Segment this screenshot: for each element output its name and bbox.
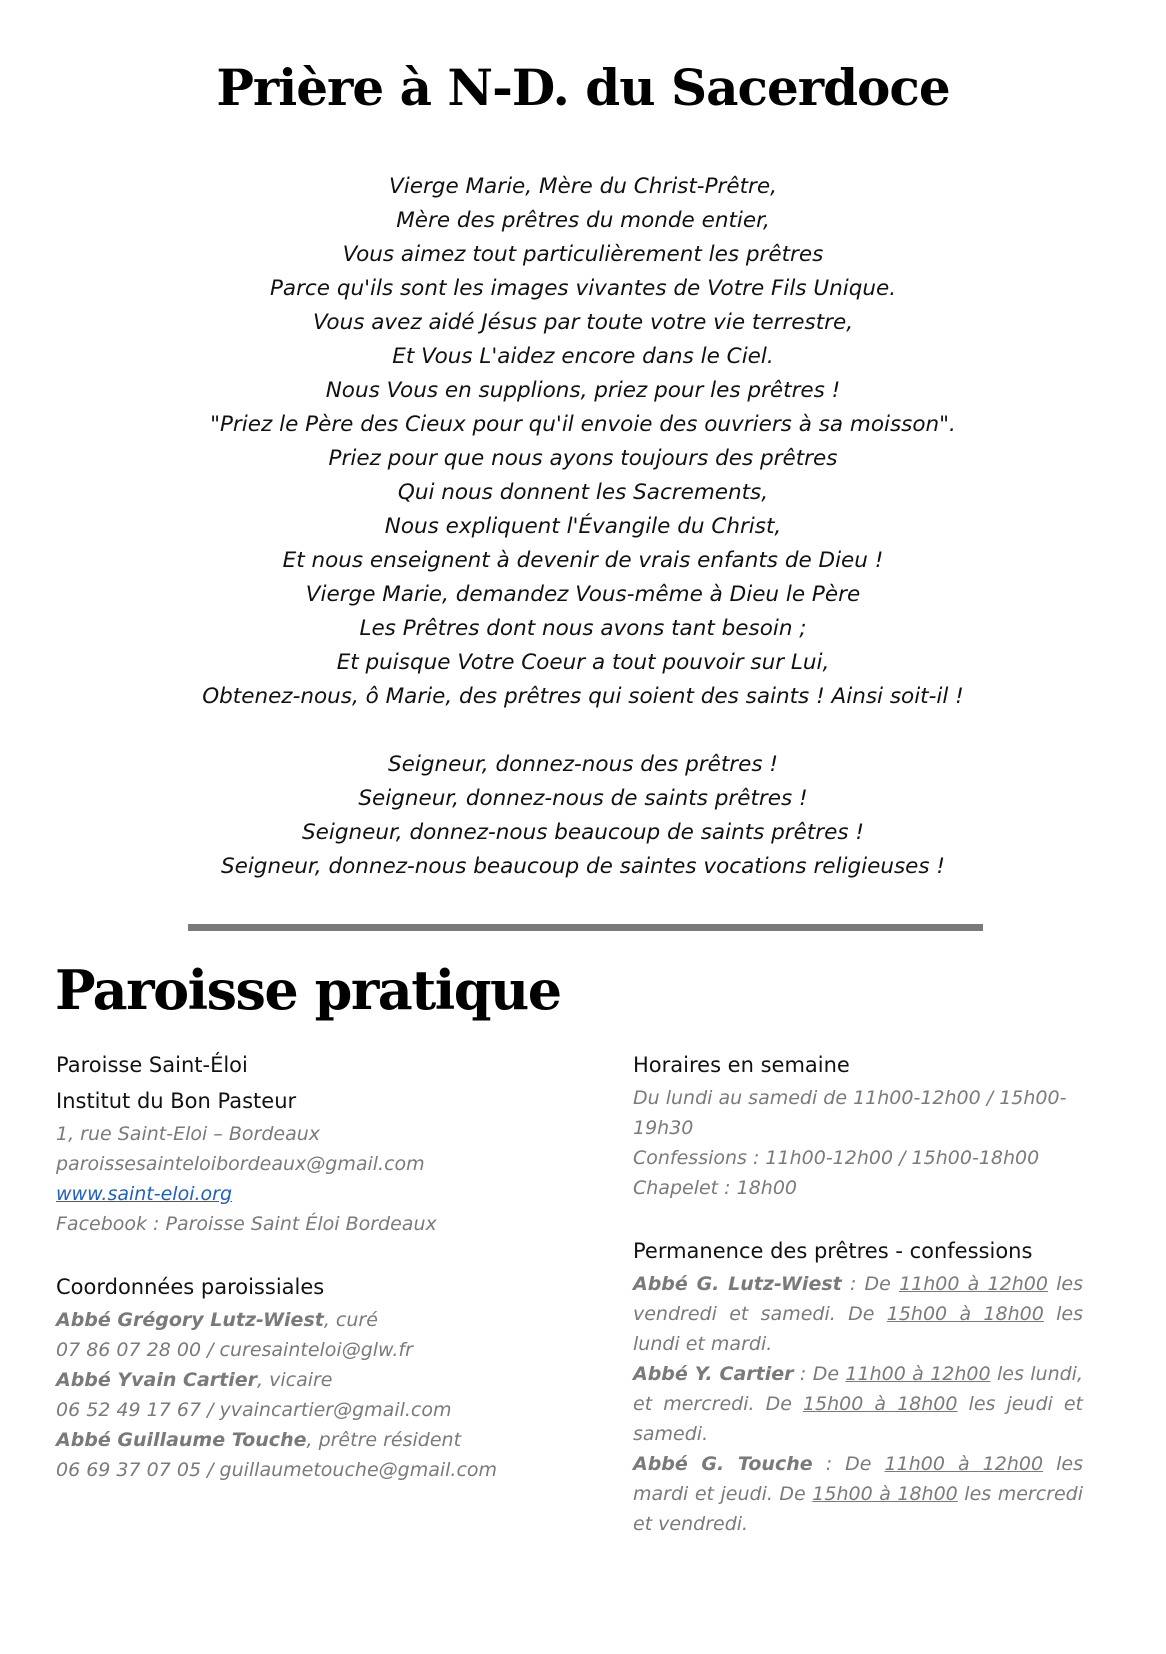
time-slot: 15h00 à 18h00 [886, 1303, 1044, 1325]
prayer-line: Vous avez aidé Jésus par toute votre vie terrestre, [312, 310, 854, 335]
contact-details: 06 52 49 17 67 / yvaincartier@gmail.com [56, 1399, 452, 1421]
parish-info-column [56, 1047, 556, 1485]
contact-line [56, 1425, 556, 1455]
prayer-line: Et Vous L'aidez encore dans le Ciel. [392, 344, 774, 369]
prayer-line: Et nous enseignent à devenir de vrais enfants de Dieu ! [282, 548, 884, 573]
contact-name: Abbé Yvain Cartier [56, 1369, 258, 1391]
weekday-hours: Du lundi au samedi de 11h00-12h00 / 15h00- [633, 1087, 1067, 1109]
contact-line [56, 1305, 556, 1335]
section-title: Paroisse pratique [55, 958, 561, 1022]
time-slot: 11h00 à 12h00 [884, 1453, 1044, 1475]
stanza-break [60, 714, 1106, 748]
section-divider [188, 924, 983, 931]
invocation-line: Seigneur, donnez-nous beaucoup de saints prêtres ! [301, 820, 865, 845]
priest-name: Abbé Y. Cartier [633, 1363, 794, 1385]
contact-details: 07 86 07 28 00 / curesainteloi@glw.fr [56, 1339, 413, 1361]
permanence-entry [633, 1269, 1083, 1359]
invocation-line: Seigneur, donnez-nous des prêtres ! [387, 752, 779, 777]
text: les lundi, et mercredi. De [633, 1363, 1083, 1415]
contact-role: , prêtre résident [306, 1429, 462, 1451]
invocation-line: Seigneur, donnez-nous beaucoup de saintes vocations religieuses ! [220, 854, 946, 879]
text: les mardi et jeudi. De [633, 1453, 1083, 1505]
prayer-line: Obtenez-nous, ô Marie, des prêtres qui soient des saints ! Ainsi soit-il ! [202, 684, 964, 709]
time-slot: 15h00 à 18h00 [802, 1393, 958, 1415]
text: les mercredi et vendredi. [633, 1483, 1084, 1535]
time-slot: 11h00 à 12h00 [845, 1363, 991, 1385]
chapelet-hours: Chapelet : 18h00 [633, 1177, 797, 1199]
text: : De [841, 1273, 900, 1295]
text: les lundi et mardi. [633, 1303, 1083, 1355]
confessions-hours: Confessions : 11h00-12h00 / 15h00-18h00 [633, 1147, 1040, 1169]
address: 1, rue Saint-Eloi – Bordeaux [56, 1123, 320, 1145]
text: : De [793, 1363, 846, 1385]
contact-role: , curé [323, 1309, 378, 1331]
time-slot: 15h00 à 18h00 [812, 1483, 958, 1505]
time-slot: 11h00 à 12h00 [899, 1273, 1048, 1295]
permanence-entry [633, 1359, 1083, 1449]
prayer-line: Priez pour que nous ayons toujours des prêtres [328, 446, 838, 471]
contact-line [56, 1365, 556, 1395]
contact-role: , vicaire [257, 1369, 333, 1391]
priest-name: Abbé G. Touche [633, 1453, 813, 1475]
email: paroissesainteloibordeaux@gmail.com [56, 1153, 425, 1175]
prayer-line: Vierge Marie, Mère du Christ-Prêtre, [389, 174, 777, 199]
text: : De [812, 1453, 885, 1475]
weekday-hours: 19h30 [633, 1117, 694, 1139]
contact-details: 06 69 37 07 05 / guillaumetouche@gmail.com [56, 1459, 498, 1481]
contact-name: Abbé Grégory Lutz-Wiest [56, 1309, 324, 1331]
prayer-line: "Priez le Père des Cieux pour qu'il envoie des ouvriers à sa moisson". [210, 412, 956, 437]
prayer-line: Les Prêtres dont nous avons tant besoin ; [359, 616, 807, 641]
page-title: Prière à N-D. du Sacerdoce [216, 58, 950, 117]
priest-name: Abbé G. Lutz-Wiest [633, 1273, 842, 1295]
permanence-entry [633, 1449, 1083, 1539]
prayer-line: Qui nous donnent les Sacrements, [397, 480, 769, 505]
institute-name: Institut du Bon Pasteur [56, 1089, 297, 1113]
website-link[interactable]: www.saint-eloi.org [56, 1183, 233, 1205]
invocation-line: Seigneur, donnez-nous de saints prêtres ! [358, 786, 808, 811]
text: les jeudi et samedi. [633, 1393, 1084, 1445]
permanence-heading: Permanence des prêtres - confessions [633, 1239, 1033, 1263]
contact-name: Abbé Guillaume Touche [56, 1429, 307, 1451]
weekday-heading: Horaires en semaine [633, 1053, 850, 1077]
prayer-line: Nous expliquent l'Évangile du Christ, [384, 514, 782, 539]
parish-name: Paroisse Saint-Éloi [56, 1053, 248, 1077]
facebook: Facebook : Paroisse Saint Éloi Bordeaux [56, 1213, 437, 1235]
prayer-line: Mère des prêtres du monde entier, [396, 208, 770, 233]
contacts-heading: Coordonnées paroissiales [56, 1275, 325, 1299]
prayer-line: Nous Vous en supplions, priez pour les prêtres ! [325, 378, 841, 403]
prayer-text [60, 170, 1106, 884]
prayer-line: Vous aimez tout particulièrement les prêtres [342, 242, 824, 267]
prayer-line: Et puisque Votre Coeur a tout pouvoir sur Lui, [336, 650, 830, 675]
prayer-line: Vierge Marie, demandez Vous-même à Dieu le Père [305, 582, 861, 607]
schedule-column [633, 1047, 1083, 1539]
prayer-line: Parce qu'ils sont les images vivantes de Votre Fils Unique. [269, 276, 897, 301]
text: les vendredi et samedi. De [633, 1273, 1084, 1325]
